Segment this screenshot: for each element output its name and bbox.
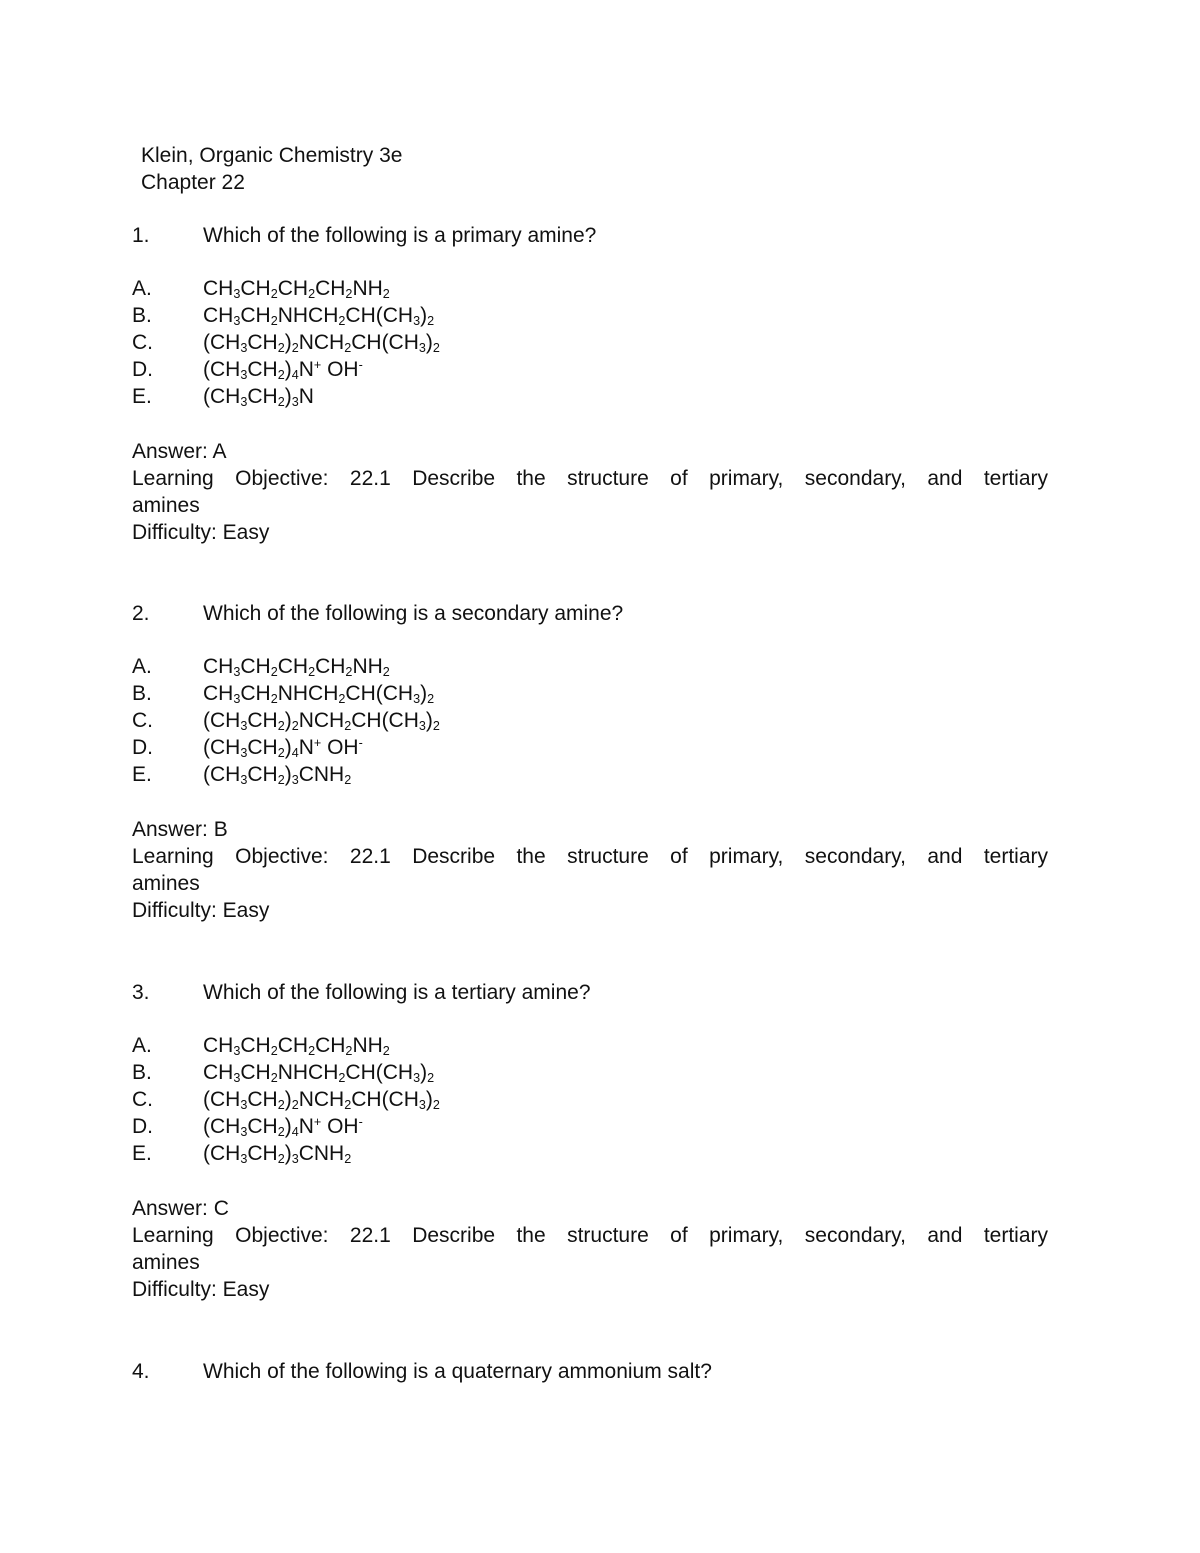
option-a — [132, 653, 1048, 680]
question-text: Which of the following is a primary amine? — [203, 224, 597, 247]
question-2 — [132, 600, 1048, 922]
option-d — [132, 734, 1048, 761]
option-c — [132, 707, 1048, 734]
option-formula: $(CH_3CH_2)_3CNH_2$ — [203, 763, 352, 788]
question-text: Which of the following is a tertiary amine? — [203, 981, 591, 1004]
question-4 — [132, 1358, 1048, 1385]
option-letter: A. — [132, 1034, 152, 1057]
options-list — [132, 1032, 1048, 1167]
option-letter: A. — [132, 277, 152, 300]
option-e — [132, 761, 1048, 788]
difficulty-line: Difficulty: Easy — [132, 521, 270, 544]
question-meta — [132, 1195, 1048, 1303]
option-letter: B. — [132, 304, 152, 327]
difficulty-line: Difficulty: Easy — [132, 1278, 270, 1301]
question-number: 2. — [132, 602, 150, 625]
question-number: 4. — [132, 1360, 150, 1383]
option-letter: C. — [132, 709, 153, 732]
learning-objective-continued: amines — [132, 1251, 200, 1274]
question-text: Which of the following is a quaternary ammonium salt? — [203, 1360, 712, 1383]
question-number: 3. — [132, 981, 150, 1004]
option-letter: D. — [132, 736, 153, 759]
question-meta — [132, 816, 1048, 924]
option-letter: A. — [132, 655, 152, 678]
question-meta — [132, 438, 1048, 546]
option-a — [132, 275, 1048, 302]
option-d — [132, 356, 1048, 383]
question-stem — [132, 979, 1048, 1006]
option-formula: $(CH_3CH_2)_4N^+$ OH- — [203, 358, 363, 383]
option-formula: $(CH_3CH_2)_3CNH_2$ — [203, 1142, 352, 1167]
question-stem — [132, 222, 1048, 249]
option-formula: $CH_3CH_2CH_2CH_2NH_2$ — [203, 655, 390, 680]
option-c — [132, 329, 1048, 356]
learning-objective: Learning Objective: 22.1 Describe the structure of primary, secondary, and tertiary — [132, 1224, 1048, 1247]
question-stem — [132, 600, 1048, 627]
option-formula: $CH_3CH_2NHCH_2CH(CH_3)_2$ — [203, 1061, 435, 1086]
option-letter: C. — [132, 331, 153, 354]
option-letter: D. — [132, 1115, 153, 1138]
option-formula: $(CH_3CH_2)_4N^+$ OH- — [203, 736, 363, 761]
learning-objective: Learning Objective: 22.1 Describe the structure of primary, secondary, and tertiary — [132, 845, 1048, 868]
difficulty-line: Difficulty: Easy — [132, 899, 270, 922]
option-d — [132, 1113, 1048, 1140]
option-letter: D. — [132, 358, 153, 381]
option-b — [132, 302, 1048, 329]
answer-line: Answer: C — [132, 1197, 229, 1220]
chapter-title: Chapter 22 — [141, 171, 245, 194]
learning-objective-continued: amines — [132, 494, 200, 517]
question-stem — [132, 1358, 1048, 1385]
option-letter: B. — [132, 1061, 152, 1084]
question-number: 1. — [132, 224, 150, 247]
options-list — [132, 275, 1048, 410]
option-letter: B. — [132, 682, 152, 705]
option-e — [132, 1140, 1048, 1167]
option-letter: E. — [132, 1142, 152, 1165]
option-c — [132, 1086, 1048, 1113]
answer-line: Answer: A — [132, 440, 227, 463]
option-letter: E. — [132, 385, 152, 408]
question-3 — [132, 979, 1048, 1301]
option-letter: E. — [132, 763, 152, 786]
option-letter: C. — [132, 1088, 153, 1111]
learning-objective: Learning Objective: 22.1 Describe the structure of primary, secondary, and tertiary — [132, 467, 1048, 490]
learning-objective-continued: amines — [132, 872, 200, 895]
question-text: Which of the following is a secondary amine? — [203, 602, 624, 625]
option-formula: $(CH_3CH_2)_2NCH_2CH(CH_3)_2$ — [203, 331, 440, 356]
book-title: Klein, Organic Chemistry 3e — [141, 144, 403, 167]
question-1 — [132, 222, 1048, 544]
option-e — [132, 383, 1048, 410]
option-b — [132, 680, 1048, 707]
option-formula: $(CH_3CH_2)_3N$ — [203, 385, 314, 410]
option-formula: $CH_3CH_2CH_2CH_2NH_2$ — [203, 277, 390, 302]
options-list — [132, 653, 1048, 788]
option-a — [132, 1032, 1048, 1059]
option-formula: $CH_3CH_2NHCH_2CH(CH_3)_2$ — [203, 304, 435, 329]
answer-line: Answer: B — [132, 818, 228, 841]
option-formula: $CH_3CH_2CH_2CH_2NH_2$ — [203, 1034, 390, 1059]
option-formula: $(CH_3CH_2)_2NCH_2CH(CH_3)_2$ — [203, 709, 440, 734]
option-formula: $(CH_3CH_2)_4N^+$ OH- — [203, 1115, 363, 1140]
option-formula: $(CH_3CH_2)_2NCH_2CH(CH_3)_2$ — [203, 1088, 440, 1113]
option-b — [132, 1059, 1048, 1086]
option-formula: $CH_3CH_2NHCH_2CH(CH_3)_2$ — [203, 682, 435, 707]
